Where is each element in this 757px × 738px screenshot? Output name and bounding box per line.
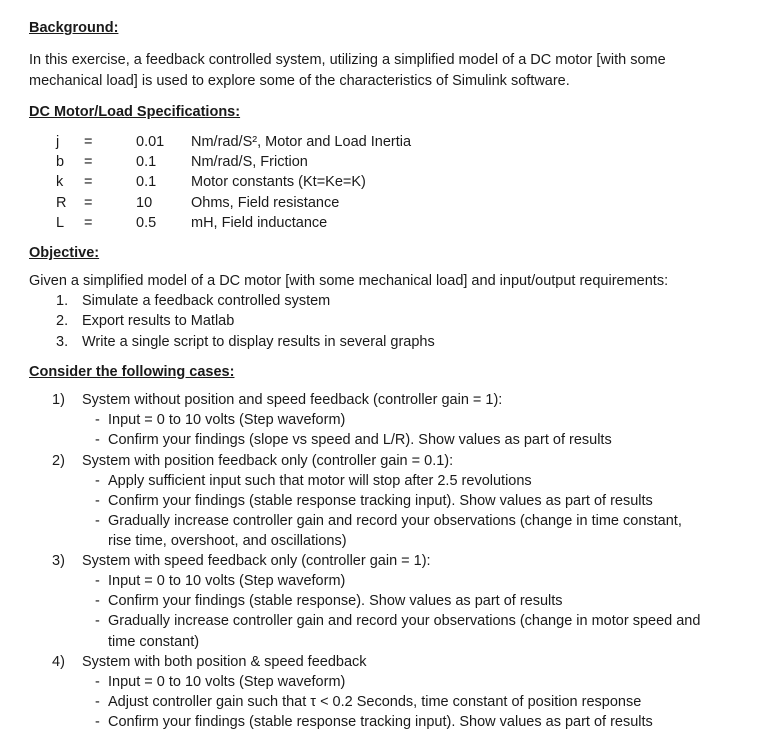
spec-description: Motor constants (Kt=Ke=K)	[191, 174, 366, 190]
dash-marker: -	[95, 513, 100, 529]
item-text: Write a single script to display results in several graphs	[82, 334, 435, 350]
spec-equals: =	[84, 195, 93, 211]
bullet-text: Input = 0 to 10 volts (Step waveform)	[108, 573, 346, 589]
spec-symbol: L	[56, 215, 65, 231]
dash-marker: -	[95, 493, 100, 509]
dash-marker: -	[95, 674, 100, 690]
case-number: 3)	[52, 553, 65, 569]
dash-marker: -	[95, 613, 100, 629]
bullet-text: Confirm your findings (stable response tracking input). Show values as part of results	[108, 714, 653, 730]
background-line-1: In this exercise, a feedback controlled system, utilizing a simplified model of a DC motor [with some	[29, 52, 666, 68]
case-number: 2)	[52, 453, 65, 469]
spec-symbol: R	[56, 195, 67, 211]
dash-marker: -	[95, 473, 100, 489]
objective-intro: Given a simplified model of a DC motor [with some mechanical load] and input/output requirements:	[29, 273, 669, 289]
spec-description: mH, Field inductance	[191, 215, 328, 231]
case-text: System without position and speed feedback (controller gain = 1):	[82, 392, 503, 408]
item-text: Simulate a feedback controlled system	[82, 293, 331, 309]
spec-value: 0.1	[136, 154, 157, 170]
spec-equals: =	[84, 215, 93, 231]
case-2-bullet-3-continued: rise time, overshoot, and oscillations)	[108, 533, 347, 549]
item-number: 1.	[56, 293, 69, 309]
dash-marker: -	[95, 432, 100, 448]
spec-value: 0.5	[136, 215, 157, 231]
dash-marker: -	[95, 694, 100, 710]
bullet-text: Apply sufficient input such that motor will stop after 2.5 revolutions	[108, 473, 532, 489]
spec-description: Ohms, Field resistance	[191, 195, 340, 211]
specs-heading: DC Motor/Load Specifications:	[29, 104, 241, 120]
bullet-text: Input = 0 to 10 volts (Step waveform)	[108, 412, 346, 428]
bullet-text: Gradually increase controller gain and record your observations (change in motor speed and	[108, 613, 701, 629]
objective-heading: Objective:	[29, 245, 100, 261]
spec-value: 0.1	[136, 174, 157, 190]
case-3-bullet-3-continued: time constant)	[108, 634, 200, 650]
spec-description: Nm/rad/S², Motor and Load Inertia	[191, 134, 412, 150]
case-text: System with position feedback only (controller gain = 0.1):	[82, 453, 454, 469]
bullet-text: Confirm your findings (stable response). Show values as part of results	[108, 593, 563, 609]
item-number: 2.	[56, 313, 69, 329]
cases-heading: Consider the following cases:	[29, 364, 235, 380]
bullet-text: Gradually increase controller gain and record your observations (change in time constant,	[108, 513, 682, 529]
spec-equals: =	[84, 134, 93, 150]
case-text: System with both position & speed feedback	[82, 654, 367, 670]
spec-equals: =	[84, 154, 93, 170]
background-heading: Background:	[29, 20, 119, 36]
spec-value: 10	[136, 195, 153, 211]
dash-marker: -	[95, 593, 100, 609]
dash-marker: -	[95, 573, 100, 589]
background-line-2: mechanical load] is used to explore some of the characteristics of Simulink software.	[29, 73, 570, 89]
dash-marker: -	[95, 412, 100, 428]
bullet-text: Adjust controller gain such that τ < 0.2 Seconds, time constant of position response	[108, 694, 642, 710]
item-number: 3.	[56, 334, 69, 350]
spec-symbol: b	[56, 154, 65, 170]
case-number: 4)	[52, 654, 65, 670]
spec-value: 0.01	[136, 134, 165, 150]
bullet-text: Confirm your findings (stable response tracking input). Show values as part of results	[108, 493, 653, 509]
case-number: 1)	[52, 392, 65, 408]
spec-symbol: k	[56, 174, 64, 190]
spec-equals: =	[84, 174, 93, 190]
item-text: Export results to Matlab	[82, 313, 235, 329]
bullet-text: Input = 0 to 10 volts (Step waveform)	[108, 674, 346, 690]
spec-description: Nm/rad/S, Friction	[191, 154, 308, 170]
bullet-text: Confirm your findings (slope vs speed and L/R). Show values as part of results	[108, 432, 612, 448]
dash-marker: -	[95, 714, 100, 730]
case-text: System with speed feedback only (controller gain = 1):	[82, 553, 431, 569]
spec-symbol: j	[56, 134, 60, 150]
